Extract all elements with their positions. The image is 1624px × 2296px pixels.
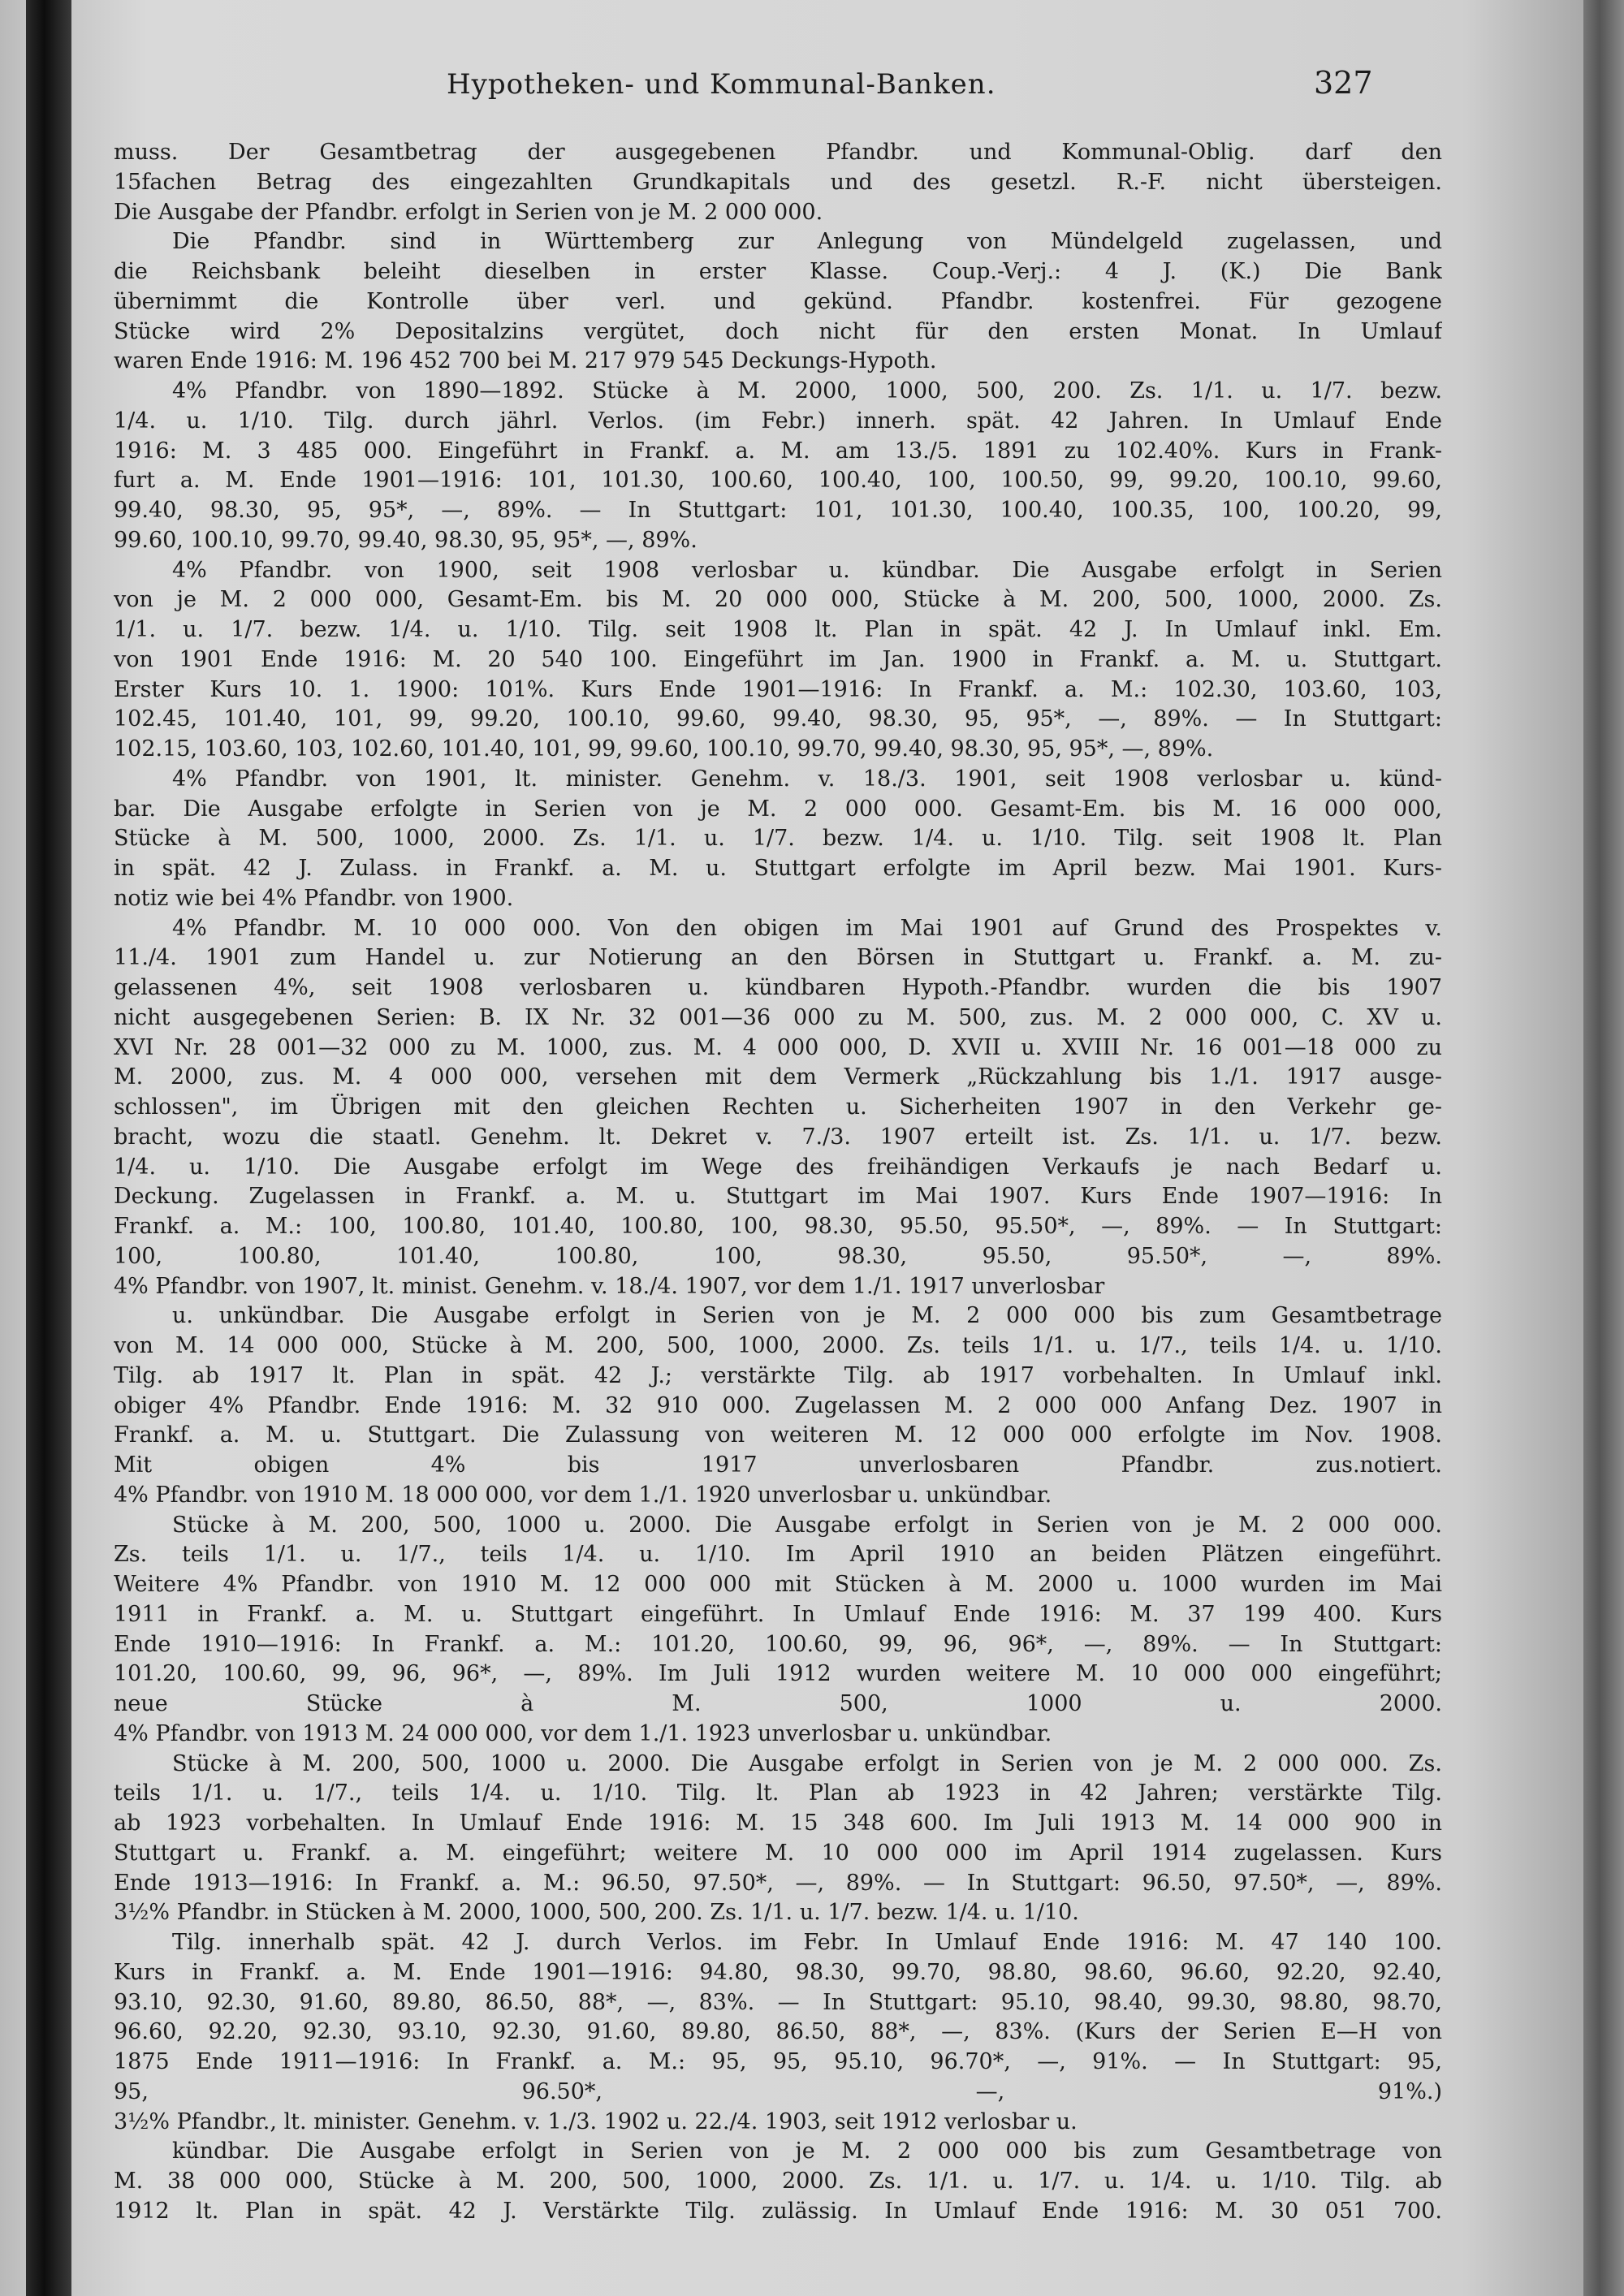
text-line: Stücke à M. 500, 1000, 2000. Zs. 1/1. u. 1/7. bezw. 1/4. u. 1/10. Tilg. seit 1908 lt. Plan xyxy=(114,826,1442,852)
document-page xyxy=(71,0,1583,2296)
text-line: muss. Der Gesamtbetrag der ausgegebenen Pfandbr. und Kommunal-Oblig. darf den xyxy=(114,140,1442,165)
text-line: Die Ausgabe der Pfandbr. erfolgt in Serien von je M. 2 000 000. xyxy=(114,199,823,225)
text-line: 100, 100.80, 101.40, 100.80, 100, 98.30, 95.50, 95.50*, —, 89%. xyxy=(114,1243,1442,1269)
text-line: M. 2000, zus. M. 4 000 000, versehen mit dem Vermerk „Rückzahlung bis 1./1. 1917 ausge- xyxy=(114,1064,1442,1090)
text-line: kündbar. Die Ausgabe erfolgt in Serien von je M. 2 000 000 bis zum Gesamtbetrage von xyxy=(172,2138,1442,2164)
text-line: 15fachen Betrag des eingezahlten Grundkapitals und des gesetzl. R.-F. nicht übersteigen. xyxy=(114,169,1442,195)
text-line: Stücke à M. 200, 500, 1000 u. 2000. Die Ausgabe erfolgt in Serien von je M. 2 000 000. xyxy=(172,1512,1442,1538)
page-header xyxy=(71,65,1373,109)
text-line: Stücke à M. 200, 500, 1000 u. 2000. Die Ausgabe erfolgt in Serien von je M. 2 000 000. Zs. xyxy=(172,1750,1442,1776)
text-line: 1/4. u. 1/10. Tilg. durch jährl. Verlos. (im Febr.) innerh. spät. 42 Jahren. In Umlauf Ende xyxy=(114,408,1442,434)
text-line: bracht, wozu die staatl. Genehm. lt. Dekret v. 7./3. 1907 erteilt ist. Zs. 1/1. u. 1/7. bezw. xyxy=(114,1124,1442,1150)
text-line: 1875 Ende 1911—1916: In Frankf. a. M.: 95, 95, 95.10, 96.70*, —, 91%. — In Stuttgart: 95, xyxy=(114,2049,1442,2074)
text-line: Tilg. ab 1917 lt. Plan in spät. 42 J.; verstärkte Tilg. ab 1917 vorbehalten. In Umlauf inkl. xyxy=(114,1362,1442,1388)
text-line: u. unkündbar. Die Ausgabe erfolgt in Serien von je M. 2 000 000 bis zum Gesamtbetrage xyxy=(172,1303,1442,1329)
text-line: 93.10, 92.30, 91.60, 89.80, 86.50, 88*, —, 83%. — In Stuttgart: 95.10, 98.40, 99.30, 98.80, 98.70, xyxy=(114,1989,1442,2015)
text-line: Weitere 4% Pfandbr. von 1910 M. 12 000 000 mit Stücken à M. 2000 u. 1000 wurden im Mai xyxy=(114,1572,1442,1597)
text-line: von je M. 2 000 000, Gesamt-Em. bis M. 20 000 000, Stücke à M. 200, 500, 1000, 2000. Zs. xyxy=(114,587,1442,613)
text-line: in spät. 42 J. Zulass. in Frankf. a. M. u. Stuttgart erfolgte im April bezw. Mai 1901. Kurs- xyxy=(114,856,1442,881)
text-line: 102.45, 101.40, 101, 99, 99.20, 100.10, 99.60, 99.40, 98.30, 95, 95*, —, 89%. — In Stuttgart: xyxy=(114,706,1442,732)
book-gutter xyxy=(26,0,71,2296)
text-line: 1911 in Frankf. a. M. u. Stuttgart eingeführt. In Umlauf Ende 1916: M. 37 199 400. Kurs xyxy=(114,1601,1442,1627)
text-line: waren Ende 1916: M. 196 452 700 bei M. 217 979 545 Deckungs-Hypoth. xyxy=(114,348,937,374)
text-line: Frankf. a. M. u. Stuttgart. Die Zulassung von weiteren M. 12 000 000 erfolgte im Nov. 1908. xyxy=(114,1422,1442,1448)
text-line: furt a. M. Ende 1901—1916: 101, 101.30, 100.60, 100.40, 100, 100.50, 99, 99.20, 100.10, 99.60, xyxy=(114,468,1442,494)
text-line: bar. Die Ausgabe erfolgte in Serien von je M. 2 000 000. Gesamt-Em. bis M. 16 000 000, xyxy=(114,796,1442,822)
text-line: 4% Pfandbr. M. 10 000 000. Von den obigen im Mai 1901 auf Grund des Prospektes v. xyxy=(172,915,1442,941)
text-line: neue Stücke à M. 500, 1000 u. 2000. xyxy=(114,1691,1442,1716)
text-line: 1/1. u. 1/7. bezw. 1/4. u. 1/10. Tilg. seit 1908 lt. Plan in spät. 42 J. In Umlauf inkl. Em. xyxy=(114,617,1442,642)
text-line: 1916: M. 3 485 000. Eingeführt in Frankf. a. M. am 13./5. 1891 zu 102.40%. Kurs in Frank- xyxy=(114,438,1442,464)
text-line: M. 38 000 000, Stücke à M. 200, 500, 1000, 2000. Zs. 1/1. u. 1/7. u. 1/4. u. 1/10. Tilg. ab xyxy=(114,2169,1442,2194)
text-line: notiz wie bei 4% Pfandbr. von 1900. xyxy=(114,885,514,911)
text-line: 4% Pfandbr. von 1910 M. 18 000 000, vor dem 1./1. 1920 unverlosbar u. unkündbar. xyxy=(114,1482,1052,1508)
text-line: 4% Pfandbr. von 1890—1892. Stücke à M. 2000, 1000, 500, 200. Zs. 1/1. u. 1/7. bezw. xyxy=(172,378,1442,404)
text-line: 101.20, 100.60, 99, 96, 96*, —, 89%. Im Juli 1912 wurden weitere M. 10 000 000 eingeführt; xyxy=(114,1661,1442,1687)
running-title: Hypotheken- und Kommunal-Banken. xyxy=(447,68,996,101)
text-line: Tilg. innerhalb spät. 42 J. durch Verlos. im Febr. In Umlauf Ende 1916: M. 47 140 100. xyxy=(172,1930,1442,1955)
page-number: 327 xyxy=(1314,65,1373,101)
text-line: 102.15, 103.60, 103, 102.60, 101.40, 101, 99, 99.60, 100.10, 99.70, 99.40, 98.30, 95, 95*, —, 89%. xyxy=(114,736,1214,762)
text-line: XVI Nr. 28 001—32 000 zu M. 1000, zus. M. 4 000 000, D. XVII u. XVIII Nr. 16 001—18 000 zu xyxy=(114,1034,1442,1060)
text-line: 95, 96.50*, —, 91%.) xyxy=(114,2078,1442,2104)
text-line: Ende 1913—1916: In Frankf. a. M.: 96.50, 97.50*, —, 89%. — In Stuttgart: 96.50, 97.50*, —, 89%. xyxy=(114,1870,1442,1896)
text-line: Stuttgart u. Frankf. a. M. eingeführt; weitere M. 10 000 000 im April 1914 zugelassen. Kurs xyxy=(114,1840,1442,1866)
text-line: 1912 lt. Plan in spät. 42 J. Verstärkte Tilg. zulässig. In Umlauf Ende 1916: M. 30 051 700. xyxy=(114,2198,1442,2224)
text-line: Deckung. Zugelassen in Frankf. a. M. u. Stuttgart im Mai 1907. Kurs Ende 1907—1916: In xyxy=(114,1184,1442,1210)
text-line: nicht ausgegebenen Serien: B. IX Nr. 32 001—36 000 zu M. 500, zus. M. 2 000 000, C. XV u. xyxy=(114,1004,1442,1030)
text-line: obiger 4% Pfandbr. Ende 1916: M. 32 910 000. Zugelassen M. 2 000 000 Anfang Dez. 1907 in xyxy=(114,1392,1442,1418)
text-line: 99.60, 100.10, 99.70, 99.40, 98.30, 95, 95*, —, 89%. xyxy=(114,527,698,553)
text-line: Kurs in Frankf. a. M. Ende 1901—1916: 94.80, 98.30, 99.70, 98.80, 98.60, 96.60, 92.20, 92.40, xyxy=(114,1959,1442,1985)
text-line: Stücke wird 2% Depositalzins vergütet, doch nicht für den ersten Monat. In Umlauf xyxy=(114,318,1442,344)
text-line: Ende 1910—1916: In Frankf. a. M.: 101.20, 100.60, 99, 96, 96*, —, 89%. — In Stuttgart: xyxy=(114,1631,1442,1657)
text-line: von 1901 Ende 1916: M. 20 540 100. Eingeführt im Jan. 1900 in Frankf. a. M. u. Stuttgart. xyxy=(114,646,1442,672)
text-line: schlossen", im Übrigen mit den gleichen Rechten u. Sicherheiten 1907 in den Verkehr ge- xyxy=(114,1094,1442,1120)
text-line: die Reichsbank beleiht dieselben in erster Klasse. Coup.-Verj.: 4 J. (K.) Die Bank xyxy=(114,259,1442,284)
page-stack-edge xyxy=(1583,0,1624,2296)
body-text xyxy=(114,138,1442,2227)
text-line: Zs. teils 1/1. u. 1/7., teils 1/4. u. 1/10. Im April 1910 an beiden Plätzen eingeführt. xyxy=(114,1542,1442,1568)
text-line: 3½% Pfandbr. in Stücken à M. 2000, 1000, 500, 200. Zs. 1/1. u. 1/7. bezw. 1/4. u. 1/10. xyxy=(114,1900,1079,1926)
text-line: teils 1/1. u. 1/7., teils 1/4. u. 1/10. Tilg. lt. Plan ab 1923 in 42 Jahren; verstärkte Tilg. xyxy=(114,1780,1442,1806)
text-line: 11./4. 1901 zum Handel u. zur Notierung an den Börsen in Stuttgart u. Frankf. a. M. zu- xyxy=(114,945,1442,971)
text-line: 1/4. u. 1/10. Die Ausgabe erfolgt im Wege des freihändigen Verkaufs je nach Bedarf u. xyxy=(114,1154,1442,1180)
text-line: Mit obigen 4% bis 1917 unverlosbaren Pfandbr. zus.notiert. xyxy=(114,1452,1442,1478)
text-line: 4% Pfandbr. von 1901, lt. minister. Genehm. v. 18./3. 1901, seit 1908 verlosbar u. künd- xyxy=(172,766,1442,792)
text-line: übernimmt die Kontrolle über verl. und gekünd. Pfandbr. kostenfrei. Für gezogene xyxy=(114,288,1442,314)
text-line: ab 1923 vorbehalten. In Umlauf Ende 1916: M. 15 348 600. Im Juli 1913 M. 14 000 900 in xyxy=(114,1810,1442,1836)
text-line: Frankf. a. M.: 100, 100.80, 101.40, 100.80, 100, 98.30, 95.50, 95.50*, —, 89%. — In Stuttgart: xyxy=(114,1214,1442,1239)
text-line: gelassenen 4%, seit 1908 verlosbaren u. kündbaren Hypoth.-Pfandbr. wurden die bis 1907 xyxy=(114,975,1442,1000)
text-line: 3½% Pfandbr., lt. minister. Genehm. v. 1./3. 1902 u. 22./4. 1903, seit 1912 verlosbar u. xyxy=(114,2108,1078,2134)
text-line: 4% Pfandbr. von 1900, seit 1908 verlosbar u. kündbar. Die Ausgabe erfolgt in Serien xyxy=(172,557,1442,583)
text-line: 99.40, 98.30, 95, 95*, —, 89%. — In Stuttgart: 101, 101.30, 100.40, 100.35, 100, 100.20, 99, xyxy=(114,498,1442,523)
text-line: von M. 14 000 000, Stücke à M. 200, 500, 1000, 2000. Zs. teils 1/1. u. 1/7., teils 1/4. u. 1/10. xyxy=(114,1333,1442,1358)
text-line: 96.60, 92.20, 92.30, 93.10, 92.30, 91.60, 89.80, 86.50, 88*, —, 83%. (Kurs der Serien E—H von xyxy=(114,2019,1442,2045)
text-line: 4% Pfandbr. von 1907, lt. minist. Genehm. v. 18./4. 1907, vor dem 1./1. 1917 unverlosbar xyxy=(114,1273,1105,1299)
text-line: Die Pfandbr. sind in Württemberg zur Anlegung von Mündelgeld zugelassen, und xyxy=(172,229,1442,255)
text-line: 4% Pfandbr. von 1913 M. 24 000 000, vor dem 1./1. 1923 unverlosbar u. unkündbar. xyxy=(114,1720,1052,1746)
text-line: Erster Kurs 10. 1. 1900: 101%. Kurs Ende 1901—1916: In Frankf. a. M.: 102.30, 103.60, 103, xyxy=(114,676,1442,702)
